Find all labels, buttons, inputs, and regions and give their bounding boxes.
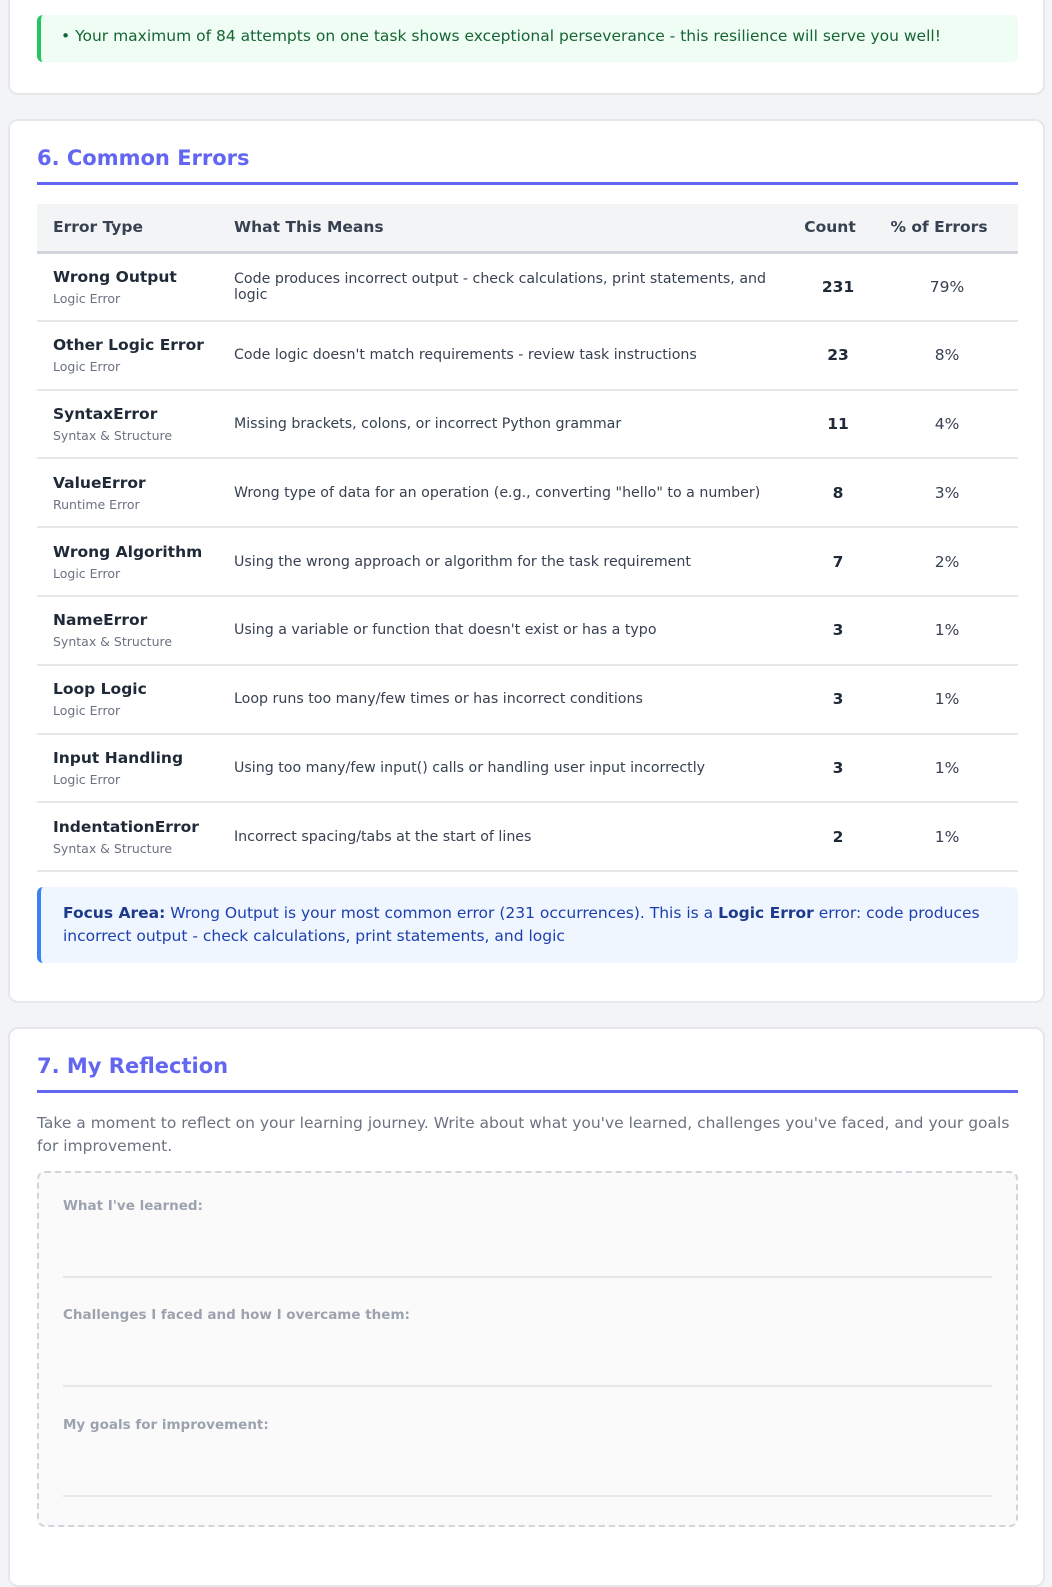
table-row	[37, 458, 1018, 527]
error-category: Logic Error	[53, 771, 121, 787]
error-percent: 4%	[934, 414, 960, 433]
perseverance-tip: • Your maximum of 84 attempts on one task shows exceptional perseverance - this resilience will serve you well!	[37, 15, 1018, 62]
error-type-cell	[37, 527, 218, 596]
error-percent: 3%	[934, 483, 960, 502]
error-count: 11	[827, 414, 849, 433]
error-category: Syntax & Structure	[53, 840, 173, 856]
error-meaning: Code produces incorrect output - check calculations, print statements, and logic	[234, 270, 767, 303]
error-type-cell	[37, 321, 218, 390]
error-meaning: Wrong type of data for an operation (e.g., converting "hello" to a number)	[234, 484, 761, 501]
error-count: 2	[832, 827, 844, 846]
error-percent: 8%	[934, 346, 960, 365]
table-row	[37, 321, 1018, 390]
error-type-name: Loop Logic	[53, 680, 147, 699]
error-percent: 2%	[934, 552, 960, 571]
error-count: 231	[821, 277, 855, 296]
error-type-cell	[37, 802, 218, 871]
error-percent: 1%	[934, 690, 960, 709]
error-percent: 1%	[934, 827, 960, 846]
focus-label: Focus Area:	[63, 904, 166, 922]
header-error-type: Error Type	[37, 204, 218, 252]
error-meaning: Missing brackets, colons, or incorrect Python grammar	[234, 415, 622, 432]
reflection-field-challenges[interactable]	[63, 1307, 992, 1387]
error-category: Logic Error	[53, 290, 121, 306]
error-type-cell	[37, 390, 218, 459]
error-percent: 1%	[934, 621, 960, 640]
error-type-name: NameError	[53, 611, 148, 630]
reflection-field-goals[interactable]	[63, 1417, 992, 1497]
focus-text-2: error: code produces incorrect output - check calculations, print statements, and logic	[63, 904, 980, 945]
focus-text-1: Wrong Output is your most common error (231 occurrences). This is a	[165, 904, 719, 922]
errors-table	[37, 204, 1018, 872]
table-row	[37, 734, 1018, 803]
error-category: Syntax & Structure	[53, 634, 173, 650]
table-row	[37, 390, 1018, 459]
error-count: 3	[832, 758, 844, 777]
section-title: 6. Common Errors	[37, 146, 1018, 185]
error-type-name: IndentationError	[53, 817, 199, 836]
header-percent: % of Errors	[860, 204, 1018, 252]
table-row	[37, 527, 1018, 596]
reflection-box	[37, 1171, 1018, 1527]
reflection-intro: Take a moment to reflect on your learning journey. Write about what you've learned, challenges you've faced, and your goals for improvement.	[37, 1114, 1010, 1155]
error-count: 23	[827, 346, 849, 365]
header-count: Count	[800, 204, 860, 252]
prompt-label: What I've learned:	[63, 1198, 203, 1214]
error-count: 7	[832, 552, 844, 571]
error-category: Syntax & Structure	[53, 427, 173, 443]
error-category: Logic Error	[53, 359, 121, 375]
error-type-cell	[37, 252, 218, 321]
common-errors-card	[8, 119, 1045, 1003]
section-title: 7. My Reflection	[37, 1054, 1018, 1093]
error-meaning: Using a variable or function that doesn't exist or has a typo	[234, 622, 657, 639]
error-type-name: Wrong Output	[53, 267, 177, 286]
prompt-label: My goals for improvement:	[63, 1417, 269, 1433]
table-row	[37, 802, 1018, 871]
achievements-card	[8, 0, 1045, 95]
reflection-card	[8, 1027, 1045, 1587]
error-count: 3	[832, 690, 844, 709]
error-percent: 1%	[934, 758, 960, 777]
error-type-name: Wrong Algorithm	[53, 542, 203, 561]
error-type-cell	[37, 596, 218, 665]
error-meaning: Loop runs too many/few times or has incorrect conditions	[234, 691, 643, 708]
error-percent: 79%	[929, 277, 965, 296]
error-category: Logic Error	[53, 565, 121, 581]
table-row	[37, 596, 1018, 665]
error-type-cell	[37, 665, 218, 734]
reflection-field-learned[interactable]	[63, 1198, 992, 1278]
error-meaning: Code logic doesn't match requirements - review task instructions	[234, 347, 697, 364]
header-meaning: What This Means	[218, 204, 800, 252]
error-category: Logic Error	[53, 703, 121, 719]
error-category: Runtime Error	[53, 496, 140, 512]
error-meaning: Incorrect spacing/tabs at the start of lines	[234, 828, 532, 845]
error-type-cell	[37, 458, 218, 527]
error-type-name: Input Handling	[53, 748, 184, 767]
error-count: 3	[832, 621, 844, 640]
error-count: 8	[832, 483, 844, 502]
error-type-cell	[37, 734, 218, 803]
focus-category: Logic Error	[718, 904, 814, 922]
error-type-name: SyntaxError	[53, 404, 158, 423]
error-meaning: Using too many/few input() calls or handling user input incorrectly	[234, 759, 706, 776]
focus-area-callout	[37, 887, 1018, 963]
table-row	[37, 252, 1018, 321]
prompt-label: Challenges I faced and how I overcame them:	[63, 1307, 410, 1323]
table-header-row	[37, 204, 1018, 252]
error-meaning: Using the wrong approach or algorithm for the task requirement	[234, 553, 691, 570]
error-type-name: ValueError	[53, 473, 146, 492]
error-type-name: Other Logic Error	[53, 336, 204, 355]
table-row	[37, 665, 1018, 734]
